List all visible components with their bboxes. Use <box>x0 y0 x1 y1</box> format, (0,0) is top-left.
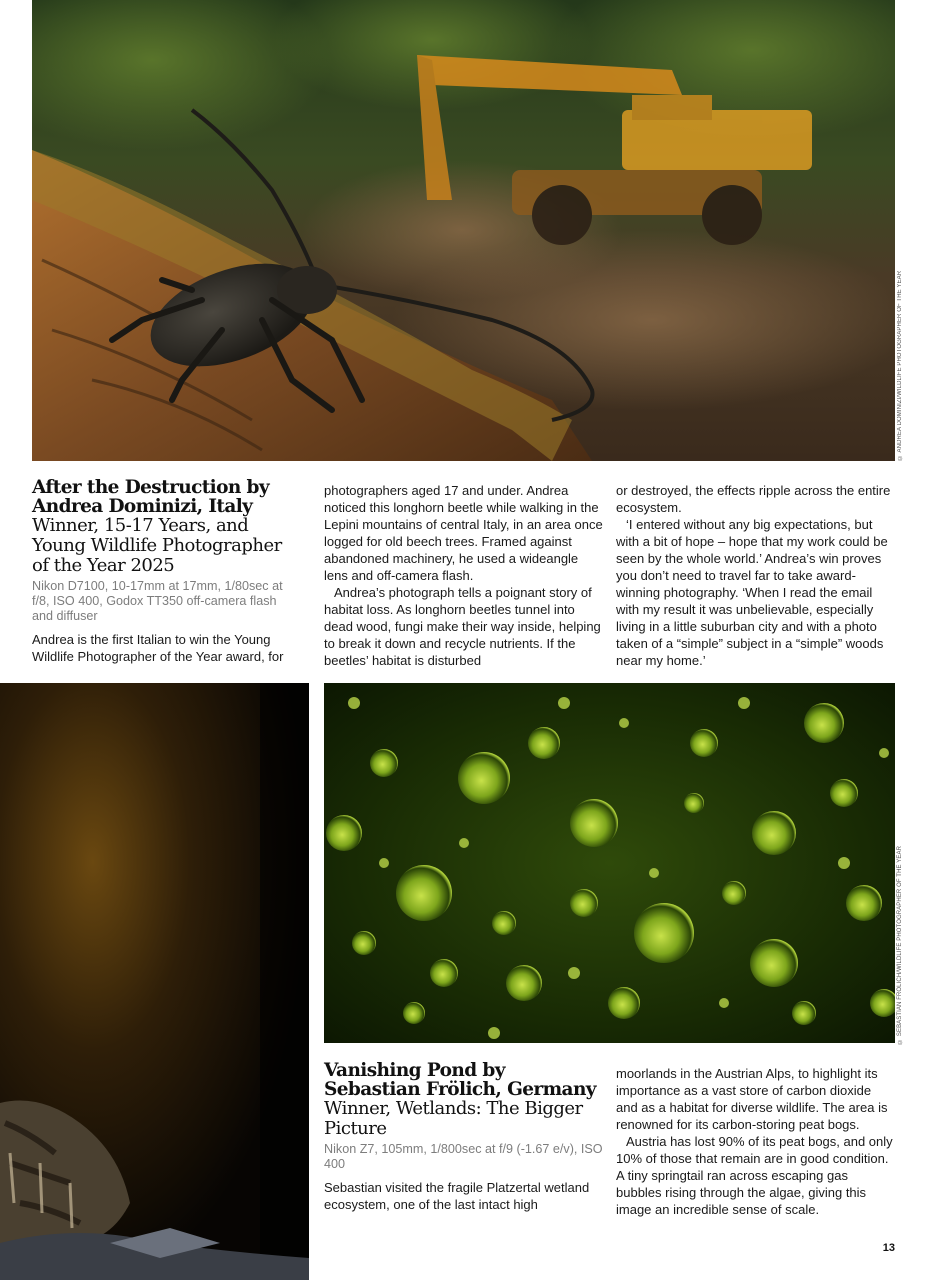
article1-paragraph: photographers aged 17 and under. Andrea noticed this longhorn beetle while walking in the Lepini mountains of central Italy, in an area once logged for old beech trees. Framed against abandoned machinery, he used a wideangle lens and off-camera flash. <box>324 483 603 583</box>
bubbles-photo-credit: © SEBASTIAN FRÖLICH/WILDLIFE PHOTOGRAPHER OF THE YEAR <box>897 845 903 1044</box>
algae-bubbles-photo <box>324 683 895 1043</box>
article2-paragraph: Sebastian visited the fragile Platzertal wetland ecosystem, one of the last intact high <box>324 1180 590 1212</box>
article2-paragraph: moorlands in the Austrian Alps, to highlight its importance as a vast store of carbon dioxide and as a habitat for diverse wildlife. The area is renowned for its carbon-storing peat bogs. <box>616 1066 888 1132</box>
article1-column-2 <box>324 482 604 669</box>
article1-subtitle: Winner, 15-17 Years, and Young Wildlife Photographer of the Year 2025 <box>32 515 282 576</box>
article1-camera-details: Nikon D7100, 10-17mm at 17mm, 1/80sec at f/8, ISO 400, Godox TT350 off-camera flash and diffuser <box>32 579 283 623</box>
article1-title: After the Destruction by Andrea Dominizi, Italy <box>32 477 270 517</box>
article2-camera-details: Nikon Z7, 105mm, 1/800sec at f/9 (-1.67 e/v), ISO 400 <box>324 1142 603 1171</box>
article1-paragraph: Andrea’s photograph tells a poignant story of habitat loss. As longhorn beetles tunnel into dead wood, fungi make their way inside, helping to break it down and recycle nutrients. If the beetles’ habitat is disturbed <box>324 585 601 668</box>
beetle-photo <box>32 0 895 461</box>
article1-column-1 <box>32 478 298 665</box>
article1-paragraph: Andrea is the first Italian to win the Young Wildlife Photographer of the Year award, for <box>32 632 284 664</box>
article1-paragraph: or destroyed, the effects ripple across the entire ecosystem. <box>616 483 891 515</box>
article2-column-2 <box>616 1065 896 1218</box>
article2-title: Vanishing Pond by Sebastian Frölich, Germany <box>324 1060 596 1100</box>
article2-paragraph: Austria has lost 90% of its peat bogs, and only 10% of those that remain are in good condition. A tiny springtail ran across escaping gas bubbles rising through the algae, giving this image an incredible sense of scale. <box>616 1134 893 1217</box>
dark-wildlife-photo <box>0 683 309 1280</box>
article1-paragraph: ‘I entered without any big expectations, but with a bit of hope – hope that my work could be seen by the whole world.’ Andrea’s win proves you don’t need to travel far to take award-winning photography. ‘When I read the email with my result it was unbelievable, especially living in a little suburban city and with a photo taken of a “simple” subject in a “simple” woods near my home.’ <box>616 517 888 668</box>
page-number: 13 <box>882 1242 895 1254</box>
article2-column-1 <box>324 1061 604 1213</box>
article2-subtitle: Winner, Wetlands: The Bigger Picture <box>324 1098 583 1139</box>
article1-column-3 <box>616 482 896 669</box>
beetle-photo-credit: © ANDREA DOMINIZI/WILDLIFE PHOTOGRAPHER OF THE YEAR <box>897 270 903 460</box>
